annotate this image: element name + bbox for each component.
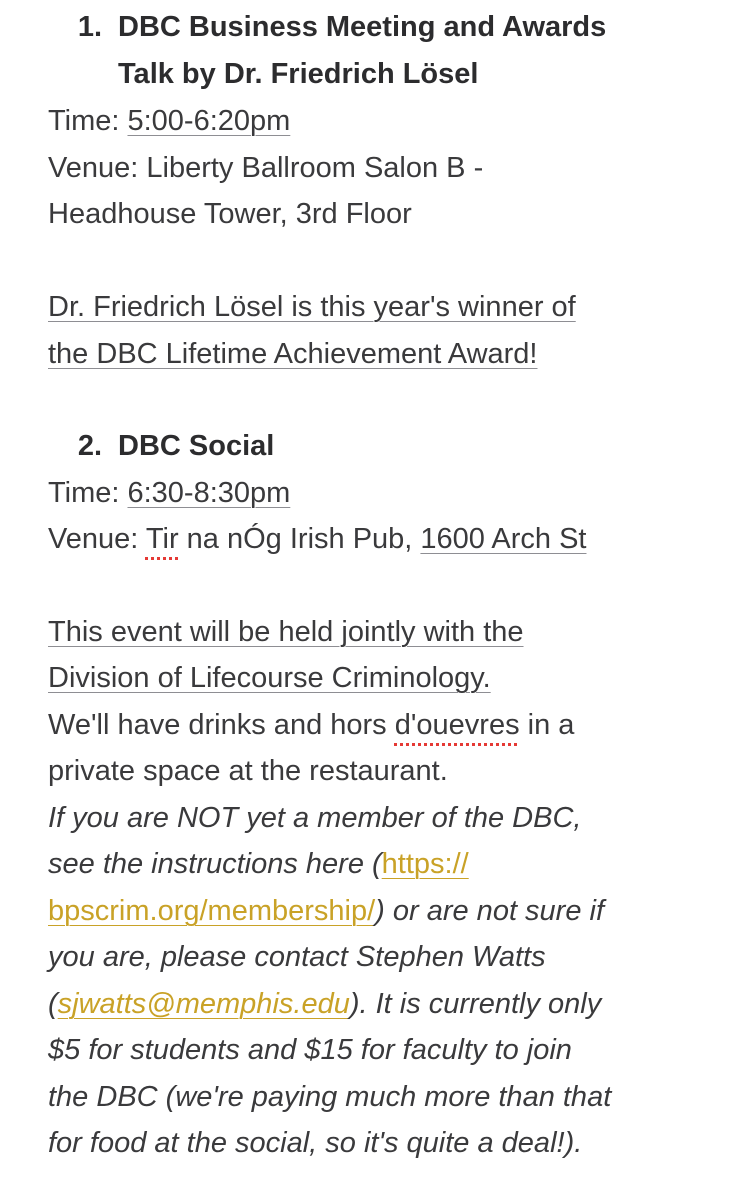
item1-title-line2: Talk by Dr. Friedrich Lösel	[118, 58, 479, 90]
membership-text-c: ). It is currently only	[349, 988, 602, 1020]
venue-name: na nÓg Irish Pub,	[178, 523, 421, 555]
item2-number: 2.	[77, 430, 102, 462]
item1-award-note-line2: the DBC Lifetime Achievement Award!	[48, 338, 538, 370]
joint-event-line2: Division of Lifecourse Criminology.	[48, 662, 491, 694]
item1-award-note-line1: Dr. Friedrich Lösel is this year's winner of	[48, 291, 576, 323]
drinks-line1	[48, 707, 574, 743]
item2-time	[48, 475, 290, 511]
venue-label: Venue:	[48, 523, 146, 555]
membership-link-part2[interactable]: bpscrim.org/membership/	[48, 895, 376, 927]
douevres-misspelled: d'ouevres	[394, 709, 520, 741]
membership-line5	[48, 986, 601, 1022]
membership-link-part1[interactable]: https://	[381, 848, 469, 880]
membership-text-b: ) or are not sure if	[375, 895, 605, 927]
item2-time-value[interactable]: 6:30-8:30pm	[127, 477, 291, 509]
item1-title: DBC Business Meeting and Awards	[118, 11, 607, 43]
item1-time	[48, 103, 290, 139]
membership-line8: for food at the social, so it's quite a deal!).	[48, 1127, 583, 1159]
item1-time-value[interactable]: 5:00-6:20pm	[127, 105, 291, 137]
membership-line6: $5 for students and $15 for faculty to join	[48, 1034, 572, 1066]
membership-line7: the DBC (we're paying much more than that	[48, 1081, 612, 1113]
item2-title: DBC Social	[118, 430, 275, 462]
item1-title-line1	[48, 9, 606, 45]
item1-venue-line2: Headhouse Tower, 3rd Floor	[48, 198, 412, 230]
membership-line2	[48, 846, 469, 882]
item1-number: 1.	[77, 11, 102, 43]
joint-event-line1: This event will be held jointly with the	[48, 616, 524, 648]
paren-open: (	[48, 988, 58, 1020]
membership-line1: If you are NOT yet a member of the DBC,	[48, 802, 582, 834]
drinks-line2: private space at the restaurant.	[48, 755, 448, 787]
item2-title-line	[48, 428, 274, 464]
venue-tir-misspelled: Tir	[145, 523, 179, 555]
item2-venue	[48, 521, 586, 557]
drinks-text-c: in a	[519, 709, 575, 741]
membership-line4: you are, please contact Stephen Watts	[48, 941, 546, 973]
membership-line3	[48, 893, 604, 929]
membership-text-a: see the instructions here (	[48, 848, 382, 880]
drinks-text-a: We'll have drinks and hors	[48, 709, 395, 741]
time-label: Time:	[48, 105, 128, 137]
item1-venue-line1: Venue: Liberty Ballroom Salon B -	[48, 152, 484, 184]
venue-address-link[interactable]: 1600 Arch St	[420, 523, 587, 555]
time-label: Time:	[48, 477, 128, 509]
email-link[interactable]: sjwatts@memphis.edu	[57, 988, 350, 1020]
